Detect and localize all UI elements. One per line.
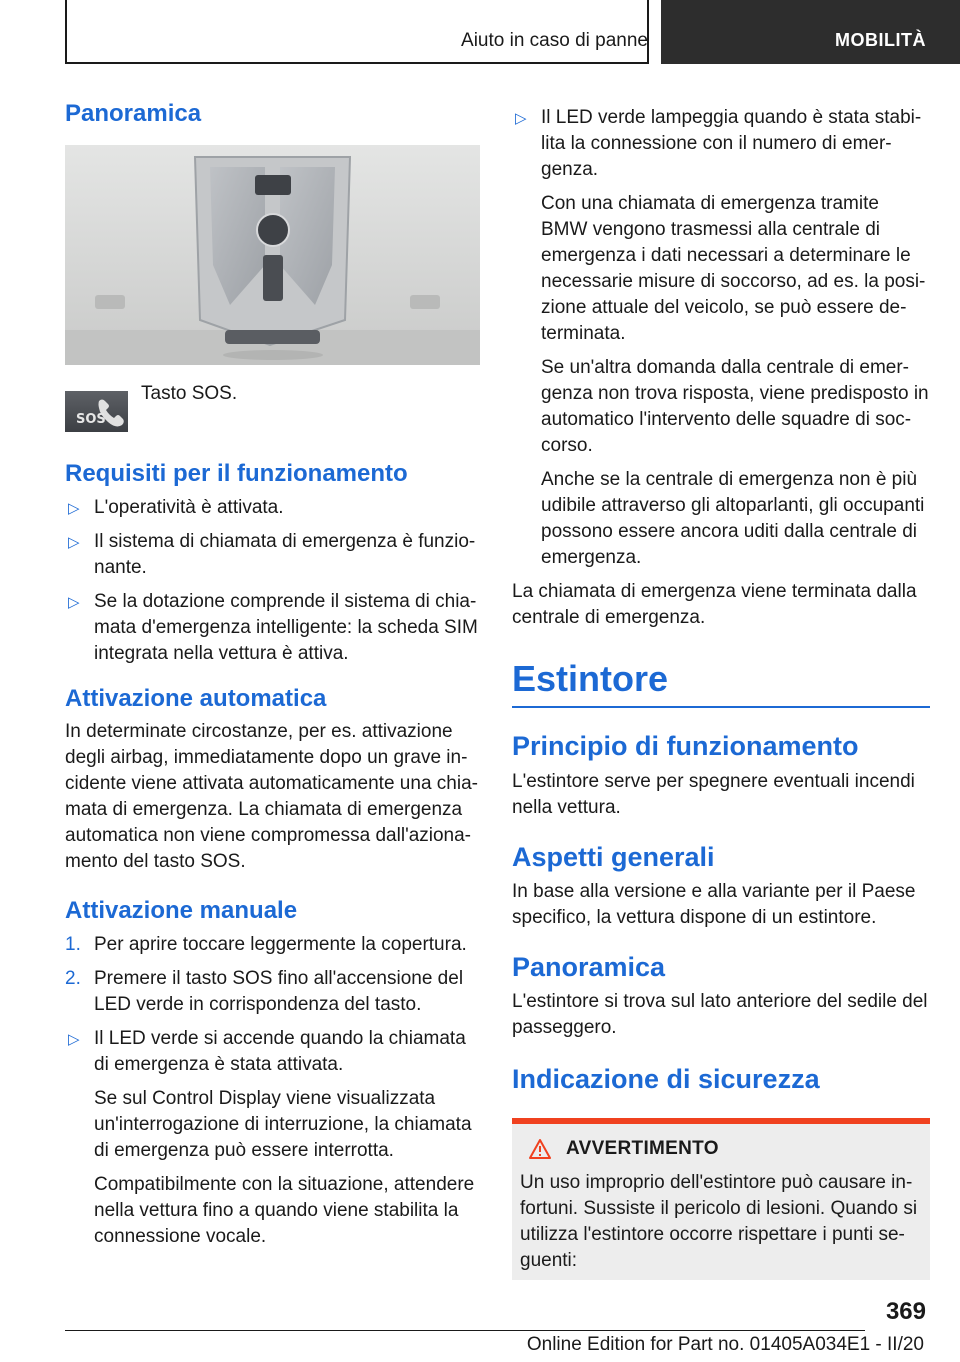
blink-list (512, 105, 930, 183)
page-number: 369 (885, 1298, 926, 1325)
footer-rule (65, 1330, 865, 1331)
triangle-bullet-icon: ▷ (515, 110, 527, 127)
warning-box (512, 1118, 930, 1280)
list-item: 2. Premere il tasto SOS fino all'accensione del LED verde in corrispondenza del tasto. (65, 968, 464, 1016)
led-result-list (65, 1026, 480, 1078)
heading-general: Aspetti generali (512, 841, 715, 872)
header-chapter-title: MOBILITÀ (835, 30, 926, 50)
led-sub-text: Se sul Control Display viene visualizzata un'interrogazione di interruzione, la chiamata di emergenza può essere interrotta. (94, 1088, 472, 1162)
sos-button-icon (65, 391, 128, 432)
blink-sub-text: Anche se la centrale di emergenza non è più udibile attraverso gli altoparlanti, gli occupanti possono essere ancora uditi dalla centrale di emergenza. (541, 469, 925, 568)
general-text: In base alla versione e alla variante per il Paese specifico, la vettura dispone di un estintore. (512, 880, 916, 928)
sos-icon-label: SOS (76, 411, 106, 427)
list-item: ▷ Il sistema di chiamata di emergenza è funzio-nante. (68, 530, 476, 578)
overview-text: L'estintore si trova sul lato anteriore del sedile del passeggero. (512, 991, 928, 1039)
requirements-list (65, 495, 480, 667)
overhead-console-photo (65, 145, 480, 365)
warning-text: Un uso improprio dell'estintore può causare in-fortuni. Sussiste il pericolo di lesioni. Quando si utilizza l'estintore occorre rispettare i punti se-guenti: (520, 1171, 918, 1271)
triangle-bullet-icon: ▷ (68, 499, 80, 517)
overhead-console-illustration (65, 145, 480, 365)
sos-caption: Tasto SOS. (141, 382, 238, 404)
left-column (65, 100, 480, 1258)
header-section-title: Aiuto in caso di panne (461, 30, 648, 51)
call-end-text: La chiamata di emergenza viene terminata dalla centrale di emergenza. (512, 581, 917, 628)
step-number: 2. (65, 968, 81, 990)
list-item: 1. Per aprire toccare leggermente la copertura. (65, 932, 480, 958)
heading-auto-activation: Attivazione automatica (65, 684, 327, 712)
warning-triangle-icon (528, 1138, 552, 1160)
led-sub-text: Compatibilmente con la situazione, attendere nella vettura fino a quando viene stabilita la connessione vocale. (94, 1174, 475, 1248)
heading-safety: Indicazione di sicurezza (512, 1064, 820, 1095)
triangle-bullet-icon: ▷ (68, 533, 80, 551)
right-column (512, 105, 930, 1280)
edition-note: Online Edition for Part no. 01405A034E1 - II/20 (526, 1334, 924, 1355)
heading-requirements: Requisiti per il funzionamento (65, 459, 408, 487)
warning-title: AVVERTIMENTO (566, 1137, 719, 1159)
list-item: ▷ Se la dotazione comprende il sistema di chia-mata d'emergenza intelligente: la scheda SIM integrata nella vettura è attiva. (68, 590, 478, 664)
manual-steps-list (65, 932, 480, 1018)
heading-overview-extinguisher: Panoramica (512, 951, 666, 982)
heading-overview: Panoramica (65, 100, 202, 127)
heading-manual-activation: Attivazione manuale (65, 897, 298, 925)
warning-header (520, 1138, 922, 1160)
heading-principle: Principio di funzionamento (512, 731, 859, 762)
heading-extinguisher: Estintore (512, 658, 669, 699)
list-item: ▷ Il LED verde si accende quando la chiamata di emergenza è stata attivata. (68, 1028, 466, 1076)
triangle-bullet-icon: ▷ (68, 1031, 80, 1049)
step-number: 1. (65, 934, 81, 956)
blink-sub-text: Con una chiamata di emergenza tramite BMW vengono trasmessi alla centrale di emergenza i dati necessari a determinare le necessarie misure di soccorso, ad es. la posi-zione attuale del veicolo, se può essere de-terminata. (541, 193, 926, 344)
header-rule-left (65, 0, 67, 64)
triangle-bullet-icon: ▷ (68, 593, 80, 611)
header-rule-bottom (65, 62, 649, 64)
sos-legend (65, 383, 480, 432)
auto-activation-text: In determinate circostanze, per es. attivazione degli airbag, immediatamente dopo un grave in-cidente viene attivata automaticamente una chia-mata di emergenza. La chiamata di emergenza automatica non viene compromessa dall'aziona-mento del tasto SOS. (65, 721, 478, 873)
heading-rule (512, 706, 930, 708)
list-item: ▷ L'operatività è attivata. (65, 495, 480, 521)
principle-text: L'estintore serve per spegnere eventuali incendi nella vettura. (512, 770, 915, 818)
list-item: ▷ Il LED verde lampeggia quando è stata stabi-lita la connessione con il numero di emer-genza. (515, 107, 922, 180)
blink-sub-text: Se un'altra domanda dalla centrale di emer-genza non trova risposta, viene predisposto in automatico l'intervento delle squadre di soc-corso. (541, 357, 929, 456)
